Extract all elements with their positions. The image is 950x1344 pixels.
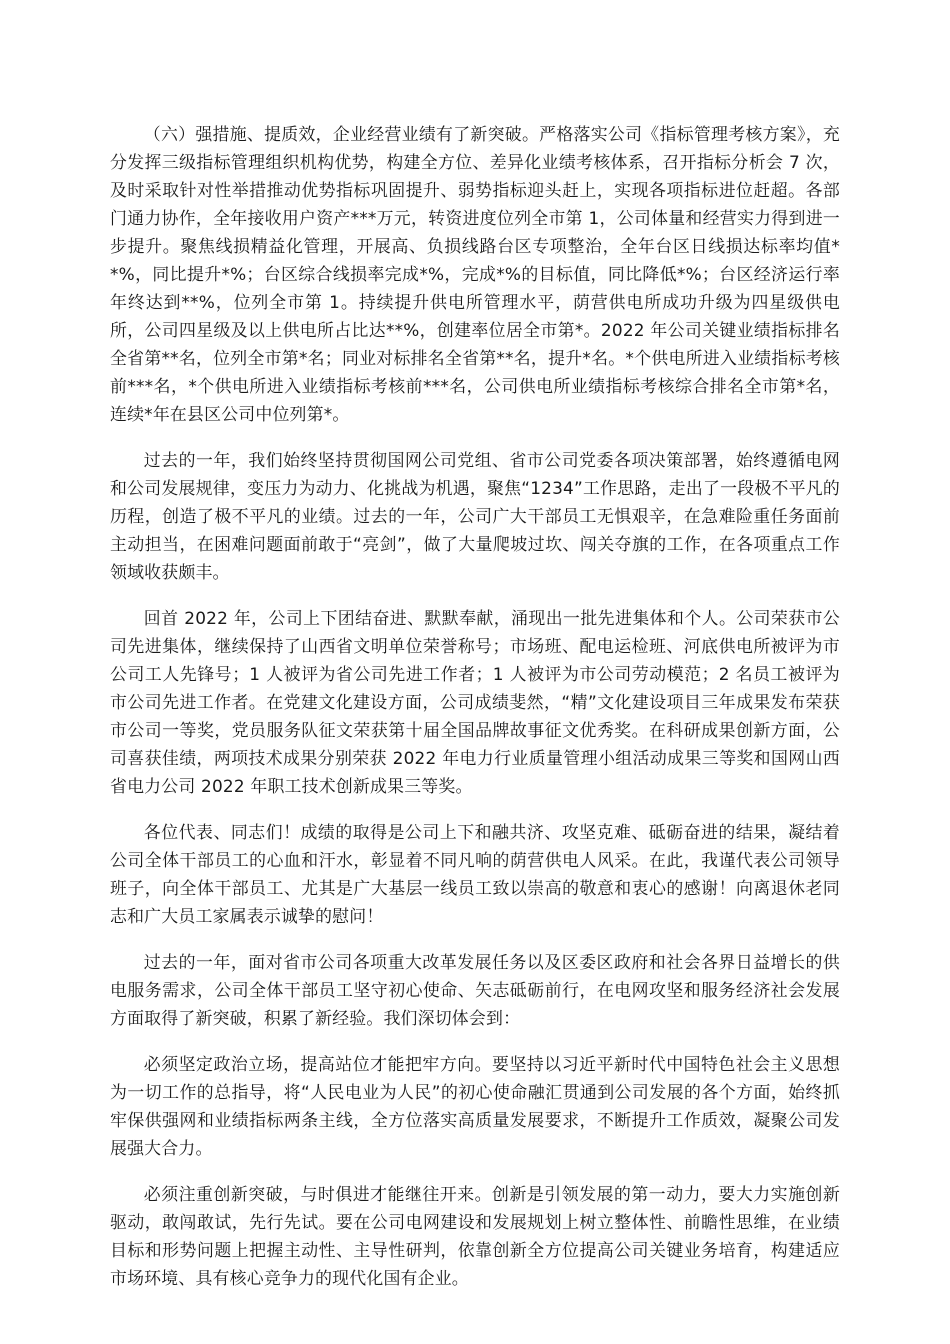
paragraph-honors-2022: 回首 2022 年，公司上下团结奋进、默默奉献，涌现出一批先进集体和个人。公司荣获市公司先进集体，继续保持了山西省文明单位荣誉称号；市场班、配电运检班、河底供电所被评为市公司工人先锋号；1 人被评为省公司先进工作者；1 人被评为市公司劳动模范；2 名员工被评为市公司先进工作者。在党建文化建设方面，公司成绩斐然，“精”文化建设项目三年成果发布荣获市公司一等奖，党员服务队征文荣获第十届全国品牌故事征文优秀奖。在科研成果创新方面，公司喜获佳绩，两项技术成果分别荣获 2022 年电力行业质量管理小组活动成果三等奖和国网山西省电力公司 2022 年职工技术创新成果三等奖。 [110,608,840,796]
paragraph-thanks: 各位代表、同志们！成绩的取得是公司上下和融共济、攻坚克难、砥砺奋进的结果，凝结着公司全体干部员工的心血和汗水，彰显着不同凡响的荫营供电人风采。在此，我谨代表公司领导班子，向全体干部员工、尤其是广大基层一线员工致以崇高的敬意和衷心的感谢！向离退休老同志和广大员工家属表示诚挚的慰问！ [110,822,840,926]
document-body [110,120,840,1310]
paragraph-past-year-review: 过去的一年，我们始终坚持贯彻国网公司党组、省市公司党委各项决策部署，始终遵循电网和公司发展规律，变压力为动力、化挑战为机遇，聚焦“1234”工作思路，走出了一段极不平凡的历程，创造了极不平凡的业绩。过去的一年，公司广大干部员工无惧艰辛，在急难险重任务面前主动担当，在困难问题面前敢于“亮剑”，做了大量爬坡过坎、闯关夺旗的工作，在各项重点工作领域收获颇丰。 [110,450,840,582]
paragraph-political-stance: 必须坚定政治立场，提高站位才能把牢方向。要坚持以习近平新时代中国特色社会主义思想为一切工作的总指导，将“人民电业为人民”的初心使命融汇贯通到公司发展的各个方面，始终抓牢保供强网和业绩指标两条主线，全方位落实高质量发展要求，不断提升工作质效，凝聚公司发展强大合力。 [110,1054,840,1158]
paragraph-experience-intro: 过去的一年，面对省市公司各项重大改革发展任务以及区委区政府和社会各界日益增长的供电服务需求，公司全体干部员工坚守初心使命、矢志砥砺前行，在电网攻坚和服务经济社会发展方面取得了新突破，积累了新经验。我们深切体会到： [110,952,840,1028]
paragraph-innovation: 必须注重创新突破，与时俱进才能继往开来。创新是引领发展的第一动力，要大力实施创新驱动，敢闯敢试，先行先试。要在公司电网建设和发展规划上树立整体性、前瞻性思维，在业绩目标和形势问题上把握主动性、主导性研判，依靠创新全方位提高公司关键业务培育，构建适应市场环境、具有核心竞争力的现代化国有企业。 [110,1184,840,1288]
paragraph-performance-breakthrough: （六）强措施、提质效，企业经营业绩有了新突破。严格落实公司《指标管理考核方案》，充分发挥三级指标管理组织机构优势，构建全方位、差异化业绩考核体系，召开指标分析会 7 次，及时采取针对性举措推动优势指标巩固提升、弱势指标迎头赶上，实现各项指标进位赶超。各部门通力协作，全年接收用户资产***万元，转资进度位列全市第 1，公司体量和经营实力得到进一步提升。聚焦线损精益化管理，开展高、负损线路台区专项整治，全年台区日线损达标率均值**%，同比提升*%；台区综合线损率完成*%，完成*%的目标值，同比降低*%；台区经济运行率年终达到**%，位列全市第 1。持续提升供电所管理水平，荫营供电所成功升级为四星级供电所，公司四星级及以上供电所占比达**%，创建率位居全市第*。2022 年公司关键业绩指标排名全省第**名，位列全市第*名；同业对标排名全省第**名，提升*名。*个供电所进入业绩指标考核前***名，*个供电所进入业绩指标考核前***名，公司供电所业绩指标考核综合排名全市第*名，连续*年在县区公司中位列第*。 [110,124,840,424]
